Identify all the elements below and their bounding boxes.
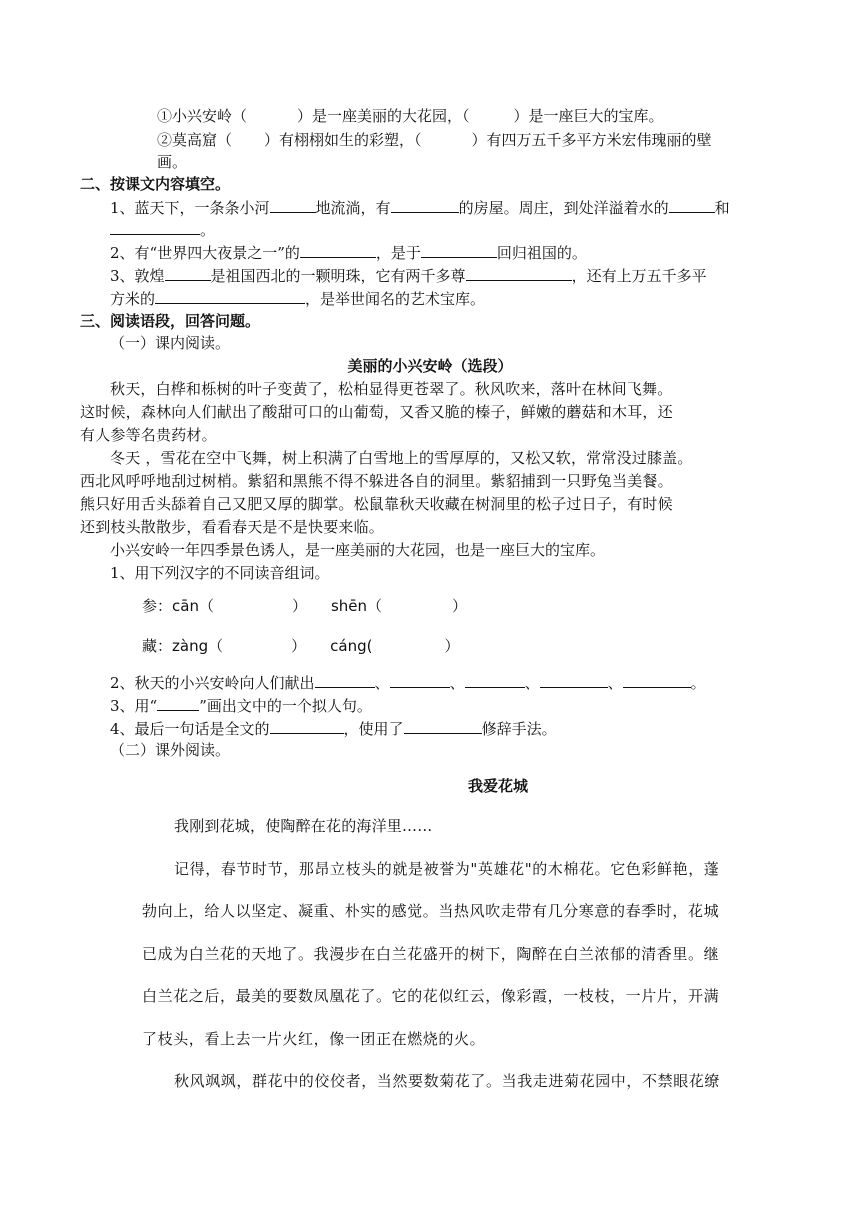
- passage2-line: 白兰花之后，最美的要数凤凰花了。它的花似红云，像彩霞，一枝枝，一片片，开满: [142, 987, 720, 1005]
- passage1-line: 这时候，森林向人们献出了酸甜可口的山葡萄，又香又脆的榛子，鲜嫩的蘑菇和木耳，还: [80, 403, 673, 421]
- section2-q3: 3、敦煌 是祖国西北的一颗明珠，它有两千多尊 ，还有上万五千多平: [110, 267, 707, 285]
- passage1-line: 小兴安岭一年四季景色诱人，是一座美丽的大花园，也是一座巨大的宝库。: [110, 541, 606, 559]
- passage1-line: 冬天 ，雪花在空中飞舞，树上积满了白雪地上的雪厚厚的，又松又软，常常没过膝盖。: [110, 449, 693, 467]
- blank[interactable]: [157, 695, 199, 711]
- blank[interactable]: [669, 197, 715, 213]
- passage2-line: 勃向上，给人以坚定、凝重、朴实的感觉。当热风吹走带有几分寒意的春季时，花城: [142, 902, 720, 920]
- blank[interactable]: [270, 197, 316, 213]
- section2-q3-cont: 方米的 ，是举世闻名的艺术宝库。: [110, 290, 486, 308]
- passage1-line: 秋天，白桦和栎树的叶子变黄了，松柏显得更苍翠了。秋风吹来，落叶在林间飞舞。: [110, 380, 673, 398]
- passage2-line: 已成为白兰花的天地了。我漫步在白兰花盛开的树下，陶醉在白兰浓郁的清香里。继: [142, 945, 720, 963]
- blank[interactable]: [315, 672, 375, 688]
- reading-q1: 1、用下列汉字的不同读音组词。: [110, 564, 330, 582]
- passage2-line: 记得，春节时节，那昂立枝头的就是被誉为"英雄花"的木棉花。它色彩鲜艳，蓬: [174, 860, 720, 878]
- blank[interactable]: [110, 219, 200, 235]
- fill-item-1: ①小兴安岭（ ）是一座美丽的大花园，（ ）是一座巨大的宝库。: [157, 107, 664, 125]
- passage2-line: 秋风飒飒，群花中的佼佼者，当然要数菊花了。当我走进菊花园中，不禁眼花缭: [174, 1072, 721, 1090]
- blank[interactable]: [421, 242, 497, 258]
- section3-heading: 三、阅读语段，回答问题。: [80, 312, 261, 330]
- passage1-line: 还到枝头散散步，看看春天是不是快要来临。: [80, 518, 385, 536]
- passage1-line: 熊只好用舌头舔着自己又肥又厚的脚掌。松鼠靠秋天收藏在树洞里的松子过日子，有时候: [80, 495, 673, 513]
- blank[interactable]: [465, 672, 525, 688]
- blank[interactable]: [466, 265, 572, 281]
- section2-q2: 2、有“世界四大夜景之一”的 ，是于 回归祖国的。: [110, 244, 587, 262]
- fill-item-2: ②莫高窟（ ）有栩栩如生的彩塑，（ ）有四万五千多平方米宏伟瑰丽的壁: [157, 131, 712, 149]
- passage1-title: 美丽的小兴安岭（选段）: [347, 357, 513, 375]
- reading-q4: 4、最后一句话是全文的 ，使用了 修辞手法。: [110, 720, 557, 738]
- section2-q1: 1、蓝天下，一条条小河 地流淌，有 的房屋。周庄，到处洋溢着水的 和: [110, 199, 730, 217]
- blank[interactable]: [540, 672, 608, 688]
- reading-q3: 3、用“ ”画出文中的一个拟人句。: [110, 697, 372, 715]
- blank[interactable]: [300, 242, 376, 258]
- blank[interactable]: [404, 718, 482, 734]
- passage2-line: 我刚到花城，使陶醉在花的海洋里……: [174, 817, 433, 835]
- section2-heading: 二、按课文内容填空。: [80, 175, 231, 193]
- blank[interactable]: [155, 288, 305, 304]
- section2-q1-cont: 。: [110, 219, 215, 240]
- passage1-line: 西北风呼呼地刮过树梢。紫貂和黑熊不得不躲进各自的洞里。紫貂捕到一只野兔当美餐。: [80, 472, 673, 490]
- reading-q2: 2、秋天的小兴安岭向人们献出 、 、 、 、 。: [110, 674, 706, 692]
- subsection-extra-reading: （二）课外阅读。: [110, 741, 231, 759]
- blank[interactable]: [391, 197, 459, 213]
- passage2-line: 了枝头，看上去一片火红，像一团正在燃烧的火。: [142, 1030, 486, 1048]
- subsection-in-class-reading: （一）课内阅读。: [110, 334, 231, 352]
- blank[interactable]: [390, 672, 450, 688]
- fill-item-2-cont: 画。: [157, 153, 188, 171]
- blank[interactable]: [623, 672, 691, 688]
- passage1-line: 有人参等名贵药材。: [80, 426, 217, 444]
- passage2-title: 我爱花城: [468, 777, 529, 795]
- blank[interactable]: [165, 265, 211, 281]
- blank[interactable]: [270, 718, 344, 734]
- pinyin-row-can: 参：cān（ ） shēn（ ）: [142, 597, 468, 615]
- pinyin-row-zang: 藏：zàng（ ） cáng( ）: [142, 637, 460, 655]
